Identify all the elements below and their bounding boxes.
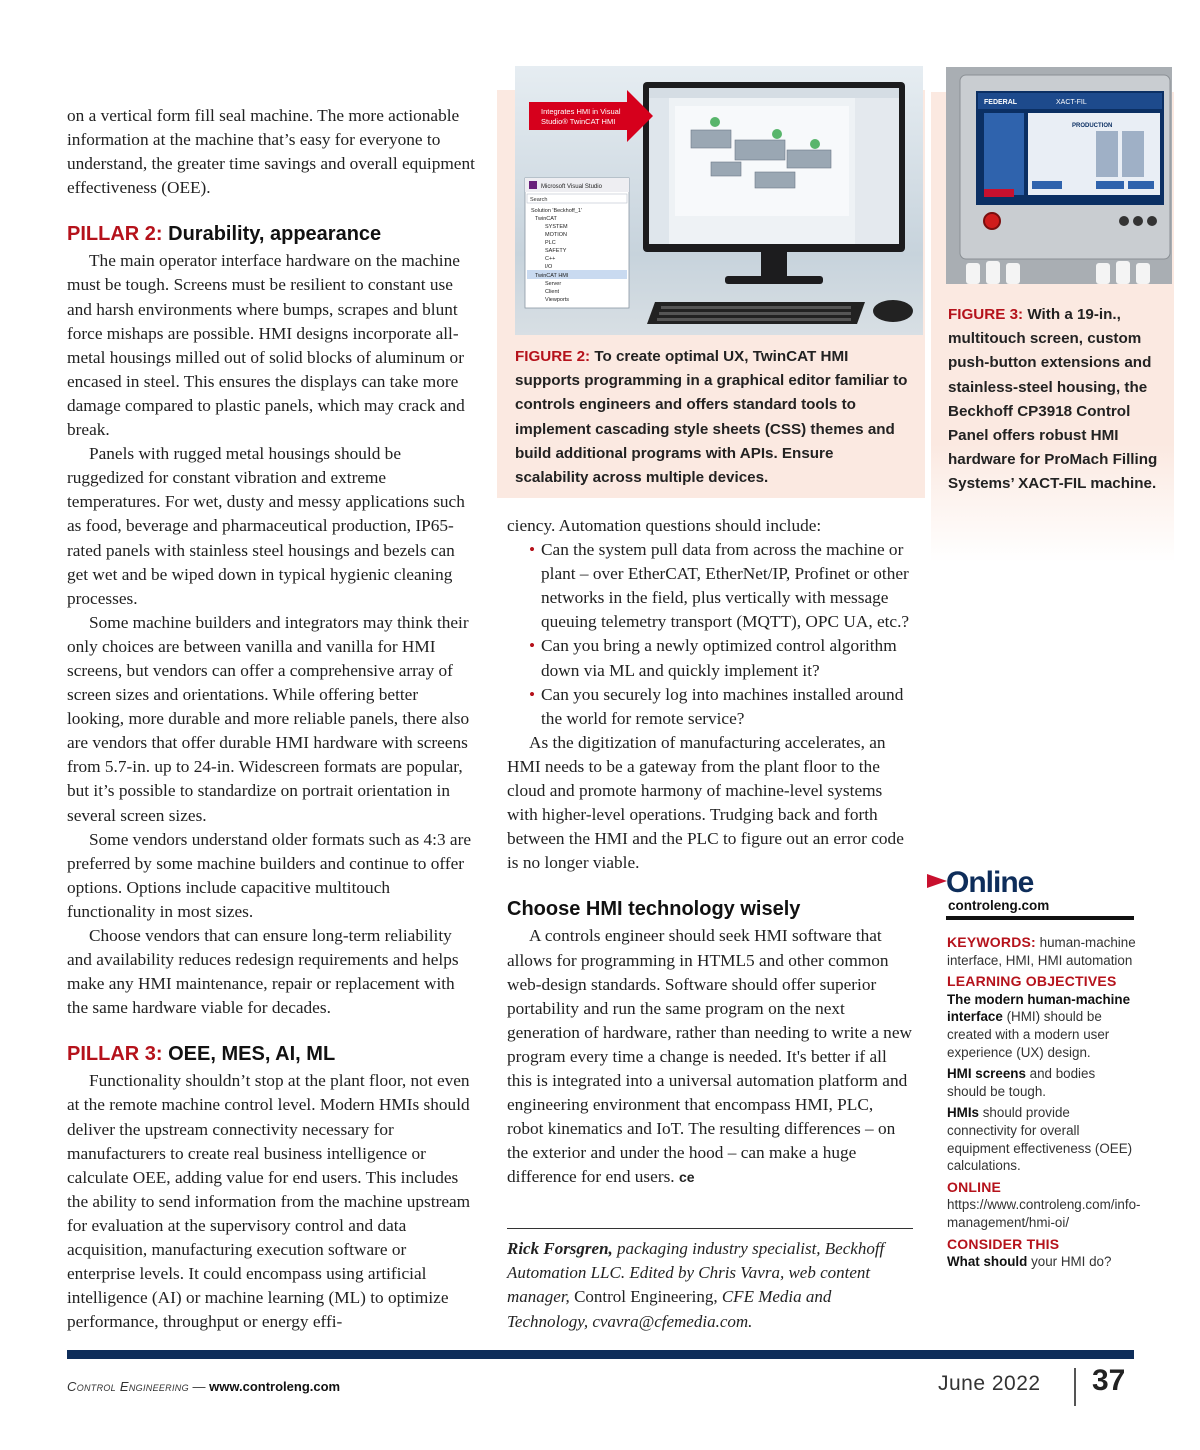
author-name: Rick Forsgren,: [507, 1239, 613, 1258]
body-paragraph: Choose vendors that can ensure long-term reliability and availability reduces redesign requirements and helps make any HMI maintenance, repair or replacement with the same hardware viable for decades.: [67, 926, 459, 1018]
sidebar-box: [947, 934, 1141, 1275]
body-paragraph: As the digitization of manufacturing accelerates, an HMI needs to be a gateway from the plant floor to the cloud and promote harmony of machine-level systems with higher-level operations. Trudging back and forth between the HMI and the PLC to figure out an error code is no longer viable.: [507, 732, 904, 873]
figure-2-caption-text: To create optimal UX, TwinCAT HMI supports programming in a graphical editor familiar to controls engineers and offers standard tools to implement cascading style sheets (CSS) themes and build additional programs with APIs. Ensure scalability across multiple devices.: [515, 348, 908, 487]
body-paragraph: [507, 924, 913, 1189]
screen-title: PRODUCTION: [1072, 123, 1113, 129]
figure-2-label: FIGURE 2:: [515, 348, 591, 365]
body-paragraph: Panels with rugged metal housings should be ruggedized for constant vibration and extreme temperatures. For wet, dusty and messy applications such as food, beverage and pharmaceutical production, IP65-rated panels with stainless steel housings and bezels can get wet and be wiped down in typical hygienic cleaning processes.: [67, 444, 465, 608]
objective-3-text: should provide connectivity for overall equipment effectiveness (OEE) calculations.: [947, 1105, 1133, 1174]
figure-2-caption: [515, 345, 911, 490]
vs-tree-item: MOTION: [545, 232, 567, 238]
vs-tree-item: TwinCAT HMI: [535, 273, 569, 279]
list-item: • Can you securely log into machines installed around the world for remote service?: [529, 683, 913, 731]
figure-3-label: FIGURE 3:: [948, 306, 1024, 323]
vs-tree-item: Server: [545, 281, 562, 287]
body-paragraph: Some vendors understand older formats such as 4:3 are preferred by some machine builders and continue to offer options. Options include capacitive multitouch functionality in most sizes.: [67, 829, 472, 921]
automation-questions-list: [507, 538, 913, 731]
footer-publication: [67, 1379, 340, 1394]
keywords-text: human-machine interface, HMI, HMI automation: [947, 935, 1136, 968]
bio-publication: Control Engineering,: [574, 1287, 718, 1307]
keywords-heading: KEYWORDS:: [947, 934, 1036, 950]
online-logo-word: Online: [946, 866, 1034, 899]
footer-separator: [1074, 1368, 1076, 1406]
objective-1-bold: The modern human-machine interface: [947, 991, 1131, 1025]
screen-brand: FEDERAL: [984, 99, 1018, 106]
objective-2-bold: HMI screens: [947, 1066, 1026, 1082]
vs-tree-item: TwinCAT: [535, 216, 557, 222]
vs-title: Microsoft Visual Studio: [541, 184, 602, 190]
keywords-block: [947, 934, 1137, 969]
online-heading: ONLINE: [947, 1178, 1002, 1195]
pillar-2-number: PILLAR 2:: [67, 223, 163, 246]
footer-dash: —: [192, 1379, 206, 1394]
consider-bold: What should: [947, 1254, 1028, 1270]
vs-tree-item: I/O: [545, 264, 553, 270]
bio-text-1: packaging industry specialist, Beckhoff Automation LLC. Edited by Chris Vavra, web content manager,: [507, 1239, 885, 1307]
objective-1-text: (HMI) should be created with a modern user experience (UX) design.: [947, 1009, 1110, 1060]
figure-3-caption: [948, 303, 1168, 497]
article-column-1: [67, 104, 475, 1334]
online-arrow-icon: [927, 874, 947, 888]
vs-tree-item: Viewports: [545, 297, 570, 303]
online-logo-url: controleng.com: [948, 898, 1050, 913]
consider-block: [947, 1253, 1137, 1271]
objective-2: [947, 1065, 1137, 1100]
continued-paragraph: ciency. Automation questions should include:: [507, 516, 822, 535]
footer-bar: [67, 1350, 1134, 1359]
bio-divider: [507, 1228, 913, 1229]
pillar-2-title: Durability, appearance: [168, 223, 382, 246]
screen-product: XACT-FIL: [1056, 99, 1087, 106]
body-paragraph-text: A controls engineer should seek HMI software that allows for programming in HTML5 and other common web-design standards. Software should offer superior portability and run the same program on the next generation of hardware, rather than needing to write a new program every time a change is needed. It's better if all this is integrated into a universal automation platform and engineering environment that encompass HMI, PLC, robot kinematics and IoT. The resulting differences – on the exterior and under the hood – can make a huge difference for end users.: [507, 926, 912, 1187]
consider-heading: CONSIDER THIS: [947, 1235, 1060, 1252]
vs-tree-item: Client: [545, 289, 560, 295]
objectives-heading: LEARNING OBJECTIVES: [947, 973, 1117, 990]
objective-3: [947, 1104, 1137, 1174]
figure-3-caption-text: With a 19-in., multitouch screen, custom push-button extensions and stainless-steel housing, the Beckhoff CP3918 Control Panel offers robust HMI hardware for ProMach Filling Systems’ XACT-FIL machine.: [948, 306, 1158, 493]
twincat-hmi-illustration: [515, 66, 923, 335]
vs-search: Search: [530, 197, 548, 203]
objective-1: [947, 991, 1137, 1061]
author-bio: [507, 1237, 913, 1334]
figure-2-image: [515, 66, 923, 335]
article-column-2: [507, 514, 913, 1189]
bio-text-2: CFE Media and Technology, cvavra@cfemedia.com.: [507, 1287, 832, 1331]
body-paragraph: The main operator interface hardware on the machine must be tough. Screens must be resilient to constant use and harsh environments where bumps, scrapes and blunt force mishaps are possible. HMI designs incorporate all-metal housings milled out of solid blocks of aluminum or encased in steel. This ensures the displays can take more damage compared to plastic panels, which may crack and break.: [67, 251, 465, 440]
end-mark: ce: [678, 1169, 695, 1186]
control-panel-illustration: [946, 67, 1172, 284]
pillar-3-title: OEE, MES, AI, ML: [168, 1043, 336, 1066]
vs-tree-item: PLC: [545, 240, 556, 246]
objective-2-text: and bodies should be tough.: [947, 1066, 1096, 1099]
callout-line-1: Integrates HMI in Visual: [541, 107, 621, 116]
vs-tree-item: C++: [545, 256, 556, 262]
online-link[interactable]: https://www.controleng.com/info-management/hmi-oi/: [947, 1197, 1141, 1230]
section-subheading: Choose HMI technology wisely: [507, 898, 801, 921]
footer-date: June 2022: [938, 1372, 1041, 1395]
consider-text: your HMI do?: [1031, 1254, 1112, 1270]
footer-pub-name: Control Engineering: [67, 1379, 189, 1394]
callout-line-2: Studio® TwinCAT HMI: [541, 117, 616, 126]
vs-tree-item: Solution 'Beckhoff_1': [531, 208, 582, 214]
vs-tree-item: SAFETY: [545, 248, 567, 254]
pillar-3-heading: [67, 1042, 475, 1066]
pillar-2-heading: [67, 222, 475, 246]
objective-3-bold: HMIs: [947, 1105, 979, 1121]
list-item: • Can you bring a newly optimized control algorithm down via ML and quickly implement it?: [529, 634, 913, 682]
intro-paragraph: on a vertical form fill seal machine. The more actionable information at the machine that’s easy for everyone to understand, the greater time savings and overall equipment effectiveness (OEE).: [67, 106, 475, 198]
figure-3-image: [946, 67, 1172, 284]
vs-tree-item: SYSTEM: [545, 224, 568, 230]
body-paragraph: Some machine builders and integrators may think their only choices are between vanilla and vanilla for HMI screens, but vendors can offer a comprehensive array of screen sizes and orientations. While offering better looking, more durable and more reliable panels, there also are vendors that offer durable HMI hardware with screens from 5.7-in. up to 24-in. Widescreen formats are popular, but it’s possible to standardize on portrait orientation in several screen sizes.: [67, 612, 470, 825]
pillar-3-number: PILLAR 3:: [67, 1043, 163, 1066]
page-number: 37: [1092, 1364, 1126, 1397]
body-paragraph: Functionality shouldn’t stop at the plant floor, not even at the remote machine control level. Modern HMIs should deliver the upstream connectivity necessary for manufacturers to create real business intelligence or calculate OEE, adding value for end users. This includes the ability to send information from the machine upstream for evaluation at the supervisory control and data acquisition, manufacturing execution software or enterprise levels. It could encompass using artificial intelligence (AI) or machine learning (ML) to optimize performance, throughput or energy effi-: [67, 1071, 471, 1332]
list-item: • Can the system pull data from across the machine or plant – over EtherCAT, EtherNet/IP, Profinet or other networks in the field, plus vertically with message queuing telemetry transport (MQTT), OPC UA, etc.?: [529, 538, 913, 634]
footer-url[interactable]: www.controleng.com: [209, 1379, 341, 1394]
online-rule: [946, 916, 1134, 920]
